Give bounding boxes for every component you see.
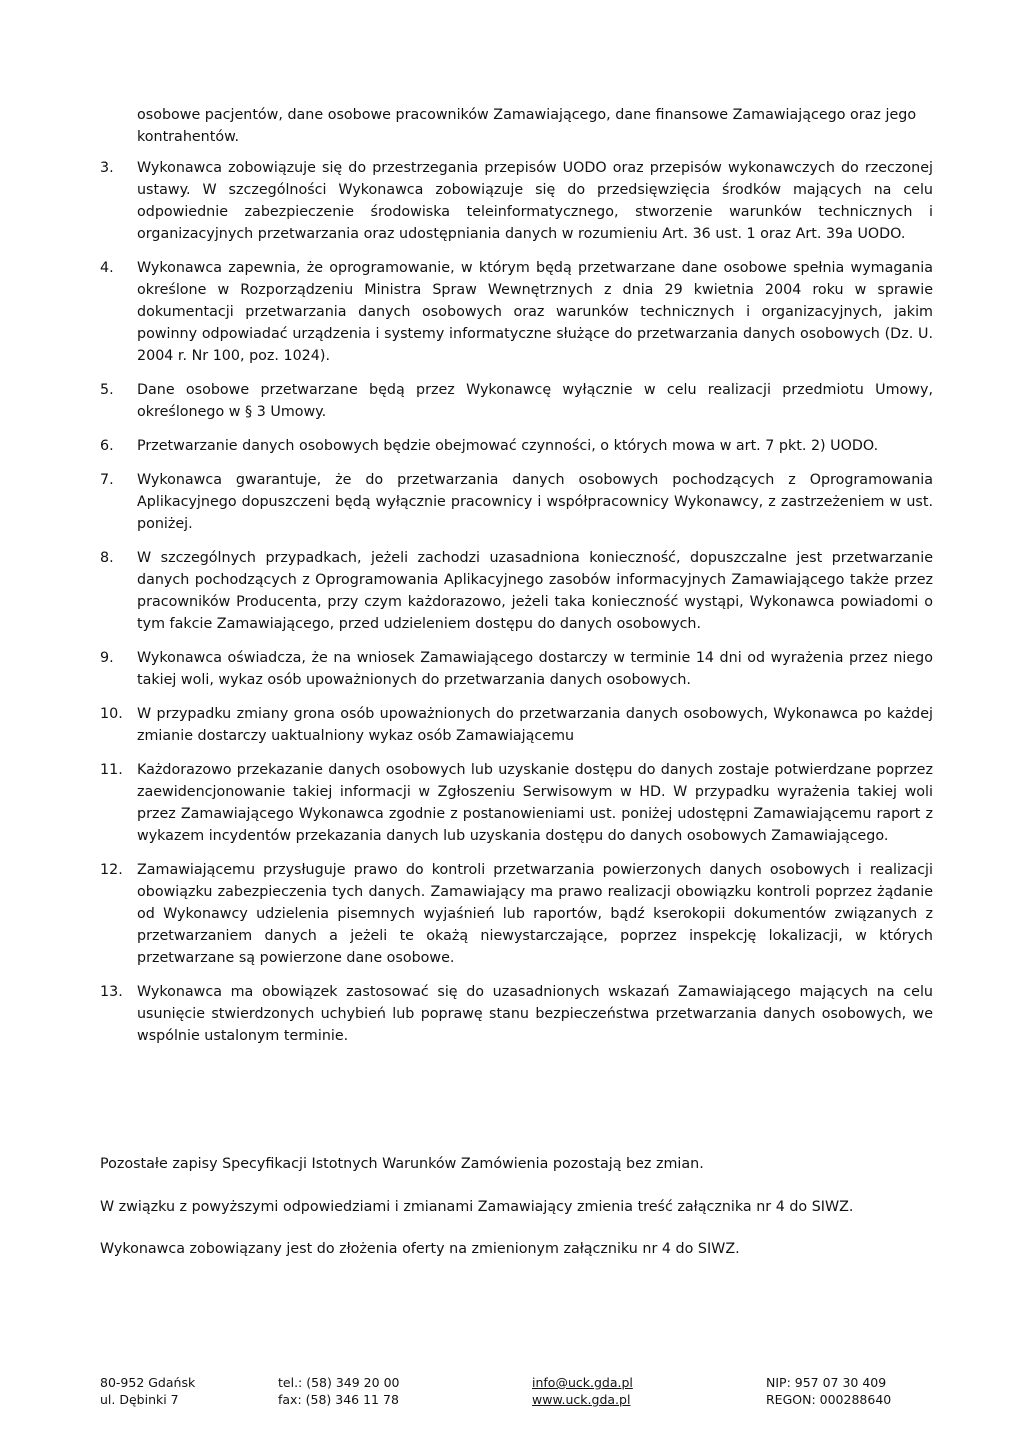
item-number: 7. <box>100 472 114 488</box>
footer-address <box>100 1374 195 1408</box>
item-text: Wykonawca gwarantuje, że do przetwarzania danych osobowych pochodzących z Oprogramowania Aplikacyjnego dopuszczeni będą wyłącznie pracownicy i współpracownicy Wykonawcy, z zastrzeżeniem w ust. poniżej. <box>137 472 933 532</box>
list-item <box>100 469 933 535</box>
list-item <box>100 859 933 969</box>
footer-registration <box>766 1374 891 1408</box>
item-text: Każdorazowo przekazanie danych osobowych lub uzyskanie dostępu do danych zostaje potwierdzane poprzez zaewidencjonowanie takiej informacji w Zgłoszeniu Serwisowym w HD. W przypadku wyrażenia takiej woli przez Zamawiającego Wykonawca zgodnie z postanowieniami ust. poniżej udostępni Zamawiającemu raport z wykazem incydentów przekazania danych lub uzyskania dostępu do danych osobowych Zamawiającego. <box>137 762 933 844</box>
item-text: Wykonawca ma obowiązek zastosować się do uzasadnionych wskazań Zamawiającego mających na celu usunięcie stwierdzonych uchybień lub poprawę stanu bezpieczeństwa przetwarzania danych osobowych, we wspólnie ustalonym terminie. <box>137 984 933 1044</box>
list-item <box>100 759 933 847</box>
closing-paragraph-3: Wykonawca zobowiązany jest do złożenia oferty na zmienionym załączniku nr 4 do SIWZ. <box>100 1241 740 1257</box>
intro-paragraph: osobowe pacjentów, dane osobowe pracowników Zamawiającego, dane finansowe Zamawiającego oraz jego kontrahentów. <box>137 107 917 145</box>
item-text: Wykonawca zapewnia, że oprogramowanie, w którym będą przetwarzane dane osobowe spełnia wymagania określone w Rozporządzeniu Ministra Spraw Wewnętrznych z dnia 29 kwietnia 2004 roku w sprawie dokumentacji przetwarzania danych osobowych oraz warunków technicznych i organizacyjnych, jakim powinny odpowiadać urządzenia i systemy informatyczne służące do przetwarzania danych osobowych (Dz. U. 2004 r. Nr 100, poz. 1024). <box>137 260 933 364</box>
footer-phone <box>278 1374 399 1408</box>
footer-postal: 80-952 Gdańsk <box>100 1375 196 1390</box>
item-number: 9. <box>100 650 114 666</box>
item-number: 10. <box>100 706 123 722</box>
list-item <box>100 435 933 457</box>
footer-nip: NIP: 957 07 30 409 <box>766 1375 887 1390</box>
closing-paragraph-1: Pozostałe zapisy Specyfikacji Istotnych Warunków Zamówienia pozostają bez zmian. <box>100 1156 704 1172</box>
footer-street: ul. Dębinki 7 <box>100 1392 179 1407</box>
list-item <box>100 157 933 245</box>
item-text: Wykonawca zobowiązuje się do przestrzegania przepisów UODO oraz przepisów wykonawczych do rzeczonej ustawy. W szczególności Wykonawca zobowiązuje się do przedsięwzięcia środków mających na celu odpowiednie zabezpieczenie środowiska teleinformatycznego, stworzenie warunków technicznych i organizacyjnych przetwarzania oraz udostępniania danych w rozumieniu Art. 36 ust. 1 oraz Art. 39a UODO. <box>137 160 933 242</box>
footer-contact <box>532 1374 633 1408</box>
list-item <box>100 257 933 367</box>
list-item <box>100 379 933 423</box>
item-number: 4. <box>100 260 114 276</box>
footer-tel: tel.: (58) 349 20 00 <box>278 1375 400 1390</box>
item-text: Wykonawca oświadcza, że na wniosek Zamawiającego dostarczy w terminie 14 dni od wyrażenia przez niego takiej woli, wykaz osób upoważnionych do przetwarzania danych osobowych. <box>137 650 933 688</box>
item-number: 5. <box>100 382 114 398</box>
list-item <box>100 647 933 691</box>
list-item <box>100 981 933 1047</box>
footer-fax: fax: (58) 346 11 78 <box>278 1392 399 1407</box>
item-number: 13. <box>100 984 123 1000</box>
list-item <box>100 703 933 747</box>
item-number: 8. <box>100 550 114 566</box>
item-text: Dane osobowe przetwarzane będą przez Wykonawcę wyłącznie w celu realizacji przedmiotu Umowy, określonego w § 3 Umowy. <box>137 382 933 420</box>
footer-web-link[interactable]: www.uck.gda.pl <box>532 1392 631 1407</box>
item-number: 12. <box>100 862 123 878</box>
item-number: 11. <box>100 762 123 778</box>
item-number: 6. <box>100 438 114 454</box>
item-text: W przypadku zmiany grona osób upoważnionych do przetwarzania danych osobowych, Wykonawca po każdej zmianie dostarczy uaktualniony wykaz osób Zamawiającemu <box>137 706 933 744</box>
item-text: Przetwarzanie danych osobowych będzie obejmować czynności, o których mowa w art. 7 pkt. 2) UODO. <box>137 438 879 454</box>
closing-paragraph-2: W związku z powyższymi odpowiedziami i zmianami Zamawiający zmienia treść załącznika nr 4 do SIWZ. <box>100 1199 854 1215</box>
list-item <box>100 547 933 635</box>
footer-email-link[interactable]: info@uck.gda.pl <box>532 1375 633 1390</box>
item-text: Zamawiającemu przysługuje prawo do kontroli przetwarzania powierzonych danych osobowych i realizacji obowiązku zabezpieczenia tych danych. Zamawiający ma prawo realizacji obowiązku kontroli poprzez żądanie od Wykonawcy udzielenia pisemnych wyjaśnień lub raportów, bądź kserokopii dokumentów związanych z przetwarzaniem danych a jeżeli te okażą niewystarczające, poprzez inspekcję lokalizacji, w których przetwarzane są powierzone dane osobowe. <box>137 862 933 966</box>
clause-list <box>100 157 933 1059</box>
item-number: 3. <box>100 160 114 176</box>
item-text: W szczególnych przypadkach, jeżeli zachodzi uzasadniona konieczność, dopuszczalne jest przetwarzanie danych pochodzących z Oprogramowania Aplikacyjnego zasobów informacyjnych Zamawiającego także przez pracowników Producenta, przy czym każdorazowo, jeżeli taka konieczność wystąpi, Wykonawca powiadomi o tym fakcie Zamawiającego, przed udzieleniem dostępu do danych osobowych. <box>137 550 933 632</box>
footer-regon: REGON: 000288640 <box>766 1392 892 1407</box>
